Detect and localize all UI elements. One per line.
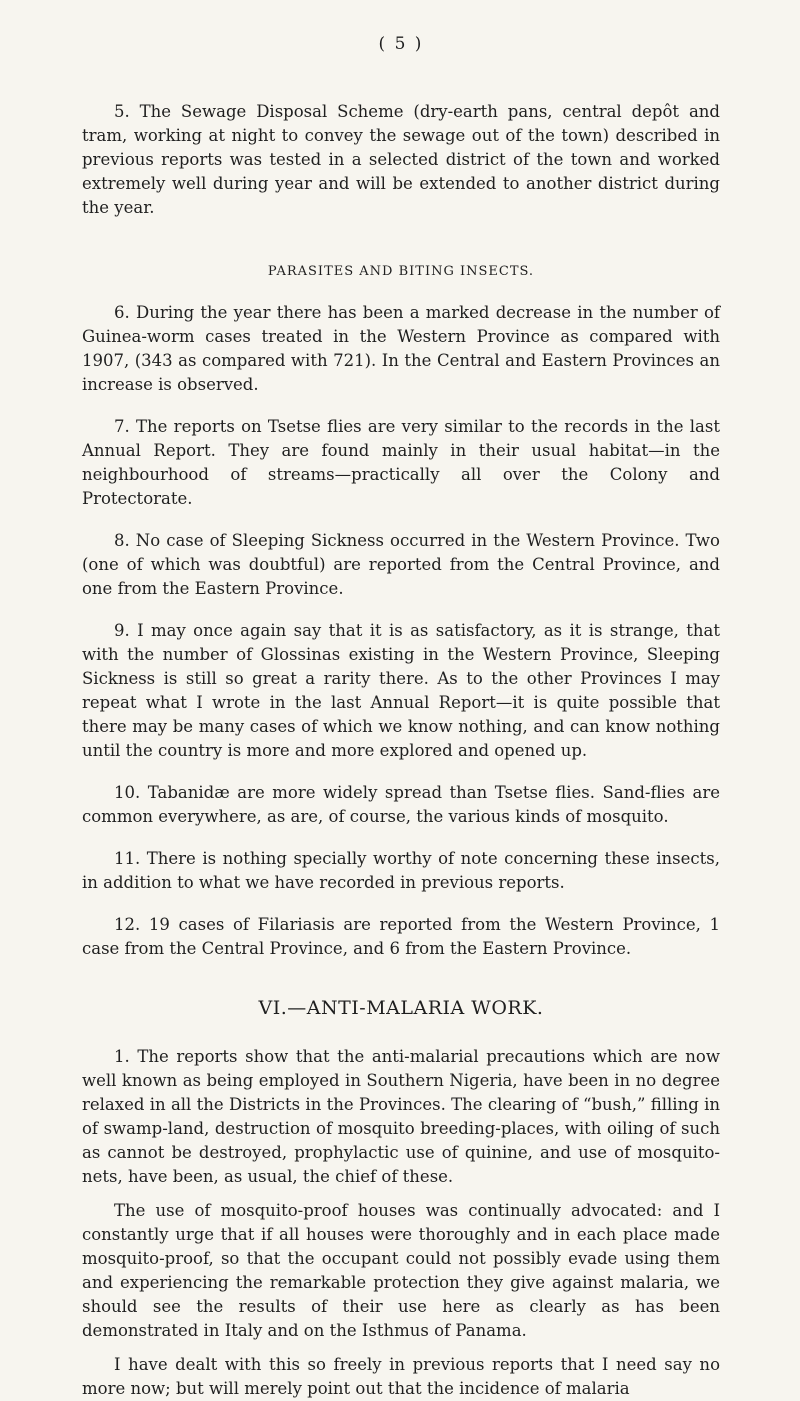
paragraph-incidence-of-malaria: I have dealt with this so freely in previous reports that I need say no more now; but will merely point out that the incidence of malaria — [82, 1355, 720, 1398]
paragraph-11-insects: 11. There is nothing specially worthy of note concerning these insects, in addition to what we have recorded in previous reports. — [82, 849, 720, 892]
paragraph-7-tsetse: 7. The reports on Tsetse flies are very similar to the records in the last Annual Report. They are found mainly in their usual habitat—in the neighbourhood of streams—practically all over the Colony and Protectorate. — [82, 417, 720, 508]
paragraph-1-anti-malarial-precautions: 1. The reports show that the anti-malarial precautions which are now well known as being employed in Southern Nigeria, have been in no degree relaxed in all the Districts in the Provinces. The clearing of “bush,” filling in of swamp-land, destruction of mosquito breeding-places, with oiling of such as cannot be destroyed, prophylactic use of quinine, and use of mosquito-nets, have been, as usual, the chief of these. — [82, 1047, 720, 1186]
paragraph-12-filariasis: 12. 19 cases of Filariasis are reported from the Western Province, 1 case from the Central Province, and 6 from the Eastern Province. — [82, 915, 720, 958]
page-number: ( 5 ) — [378, 34, 424, 54]
paragraph-9-glossinas: 9. I may once again say that it is as satisfactory, as it is strange, that with the number of Glossinas existing in the Western Province, Sleeping Sickness is still so great a rarity there. As to the other Provinces I may repeat what I wrote in the last Annual Report—it is quite possible that there may be many cases of which we know nothing, and can know nothing until the country is more and more explored and opened up. — [82, 621, 720, 760]
paragraph-6-guinea-worm: 6. During the year there has been a marked decrease in the number of Guinea-worm cases treated in the Western Province as compared with 1907, (343 as compared with 721). In the Central and Eastern Provinces an increase is observed. — [82, 303, 720, 394]
chapter-heading-anti-malaria: VI.—ANTI-MALARIA WORK. — [258, 997, 544, 1019]
paragraph-10-tabanidae: 10. Tabanidæ are more widely spread than Tsetse flies. Sand-flies are common everywhere, as are, of course, the various kinds of mosquito. — [82, 783, 720, 826]
paragraph-8-sleeping-sickness: 8. No case of Sleeping Sickness occurred in the Western Province. Two (one of which was doubtful) are reported from the Central Province, and one from the Eastern Province. — [82, 531, 720, 598]
paragraph-5-sewage: 5. The Sewage Disposal Scheme (dry-earth pans, central depôt and tram, working at night to convey the sewage out of the town) described in previous reports was tested in a selected district of the town and worked extremely well during year and will be extended to another district during the year. — [82, 102, 720, 217]
paragraph-mosquito-proof-houses: The use of mosquito-proof houses was continually advocated: and I constantly urge that if all houses were thoroughly and in each place made mosquito-proof, so that the occupant could not possibly evade using them and experiencing the remarkable protection they give against malaria, we should see the results of their use here as clearly as has been demonstrated in Italy and on the Isthmus of Panama. — [82, 1201, 720, 1340]
section-heading-parasites: PARASITES AND BITING INSECTS. — [267, 264, 535, 279]
